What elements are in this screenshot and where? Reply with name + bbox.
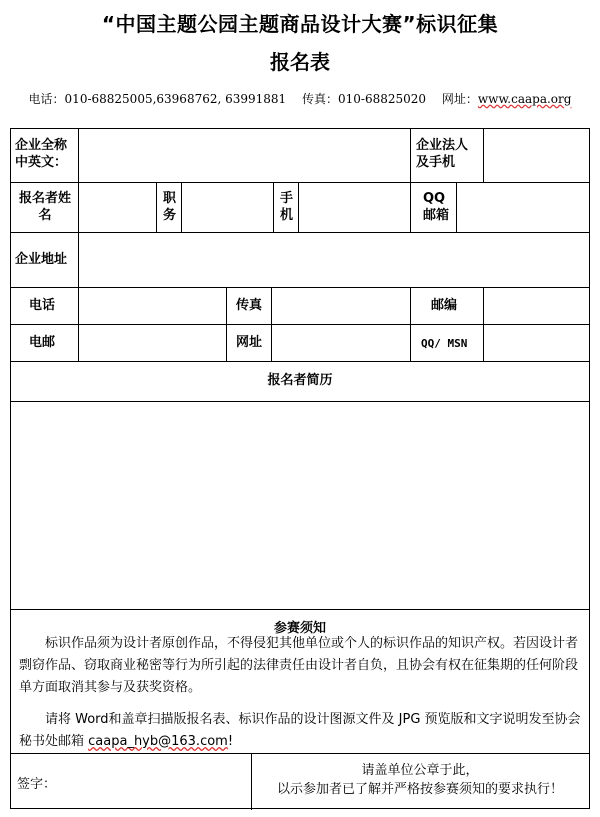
col-divider xyxy=(181,182,182,232)
contact-phone: 电话：010-68825005,63968762, 63991881 xyxy=(28,92,287,106)
contact-line xyxy=(0,90,600,107)
col-divider xyxy=(273,182,274,232)
notice-title: 参赛须知 xyxy=(273,621,326,636)
stamp-line-2: 以示参加者已了解并严格按参赛须知的要求执行！ xyxy=(276,782,563,797)
row-divider xyxy=(11,232,589,233)
row-divider xyxy=(11,182,589,183)
label-resume: 报名者简历 xyxy=(267,373,333,388)
col-divider xyxy=(410,129,411,182)
col-divider xyxy=(78,129,79,182)
page-subtitle: 报名表 xyxy=(270,50,330,74)
row-divider xyxy=(11,361,589,362)
label-web: 网址 xyxy=(236,335,263,350)
notice-paragraph-2 xyxy=(19,709,581,753)
label-position: 职务 xyxy=(163,191,177,223)
label-address: 企业地址 xyxy=(15,252,68,267)
label-applicant-name: 报名者姓名 xyxy=(19,191,72,223)
notice-paragraph-1: 标识作品须为设计者原创作品，不得侵犯其他单位或个人的标识作品的知识产权。若因设计者剽窃作品、窃取商业秘密等行为所引起的法律责任由设计者自负，且协会有权在征集期的任何阶段单方面取消其参与及获奖资格。 xyxy=(19,636,579,695)
contact-fax: 传真：010-68825020 xyxy=(302,92,427,106)
col-divider xyxy=(78,232,79,287)
col-divider xyxy=(271,287,272,361)
notice-paragraph-2-end: ! xyxy=(227,734,234,749)
signature-label: 签字： xyxy=(17,777,57,792)
col-divider xyxy=(456,182,457,232)
row-divider xyxy=(11,324,589,325)
col-divider xyxy=(483,287,484,361)
website-label: 网址： xyxy=(441,92,478,106)
row-divider xyxy=(11,287,589,288)
col-divider xyxy=(78,182,79,232)
col-divider xyxy=(226,287,227,361)
contact-website xyxy=(442,92,572,106)
stamp-instructions xyxy=(255,761,585,799)
label-company-name: 企业全称中英文： xyxy=(15,138,68,170)
col-divider xyxy=(410,287,411,361)
page-title: “中国主题公园主题商品设计大赛”标识征集 xyxy=(101,12,499,36)
row-divider xyxy=(11,401,589,402)
col-divider xyxy=(483,129,484,182)
label-qq-msn: QQ/ MSN xyxy=(421,337,468,350)
label-fax: 传真 xyxy=(236,298,263,313)
notice-paragraph-2-text: 请将 Word和盖章扫描版报名表、标识作品的设计图源文件及 JPG 预览版和文字说明发至协会秘书处邮箱 xyxy=(19,712,581,749)
col-divider xyxy=(251,753,252,810)
label-zip: 邮编 xyxy=(431,298,458,313)
label-mobile: 手机 xyxy=(280,191,294,223)
col-divider xyxy=(298,182,299,232)
label-tel: 电话 xyxy=(29,298,56,313)
col-divider xyxy=(156,182,157,232)
label-email: 电邮 xyxy=(29,335,56,350)
registration-form xyxy=(10,128,590,809)
row-divider xyxy=(11,609,589,610)
col-divider xyxy=(78,287,79,361)
label-legal-rep: 企业法人及手机 xyxy=(416,138,469,170)
stamp-line-1: 请盖单位公章于此， xyxy=(361,763,479,778)
col-divider xyxy=(410,182,411,232)
website-link[interactable]: www.caapa.org xyxy=(477,92,572,106)
label-qq-email: QQ邮箱 xyxy=(423,191,450,223)
row-divider xyxy=(11,753,589,754)
notice-email-link[interactable]: caapa_hyb@163.com xyxy=(88,734,228,749)
